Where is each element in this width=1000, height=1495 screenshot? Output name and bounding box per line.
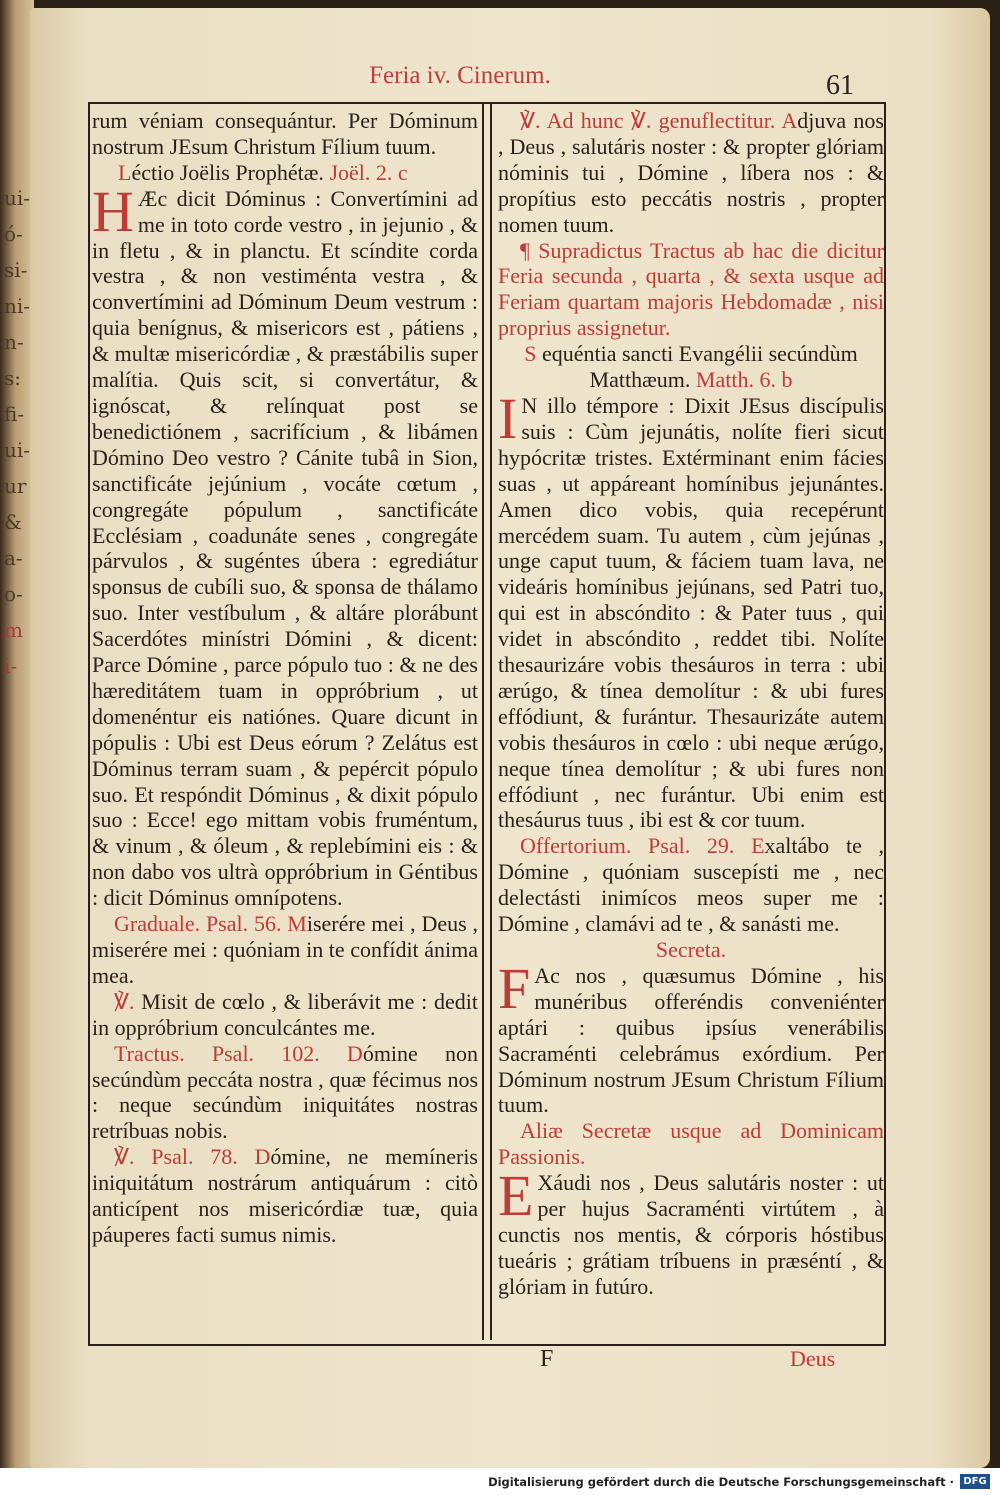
drop-cap: I	[498, 385, 518, 451]
paragraph-text: N illo témpore : Dixit JEsus discípulis suis : Cùm jejunátis, nolíte fieri sicut hypócritæ tristes. Extérminant enim fácies suas , ut appáreant homínibus jejunántes. Amen dico vobis, quia recepérunt mercédem suam. Tu autem , cùm jejúnas , unge caput tuum, & fáciem tuam lava, ne videáris homínibus jejúnans, sed Patri tuo, qui est in abscóndito : & Pater tuus , qui videt in abscóndito , reddet tibi. Nolíte thesaurizáre vobis thesáuros in terra : ubi ærúgo, & tínea demolítur : & ubi fures effódiunt, & furántur. Thesaurizáte autem vobis thesáuros in cœlo : ubi neque ærúgo, neque tínea demolítur ; & ubi fures non effódiunt , nec furántur. Ubi enim est thesáurus tuus , ibi est & cor tuum.	[498, 392, 884, 833]
rubric-reference: Matth. 6. b	[695, 367, 793, 393]
spine-fragment: ui-	[4, 438, 31, 462]
page-number: 61	[826, 70, 854, 101]
paragraph	[498, 108, 884, 238]
catchword: Deus	[790, 1346, 836, 1371]
drop-cap: E	[498, 1163, 534, 1229]
rubric-initial: L	[118, 159, 132, 185]
spine-fragment: m	[4, 618, 23, 642]
rubric-label: ℣. Psal. 78.	[114, 1144, 255, 1170]
paragraph	[498, 341, 884, 393]
spine-fragment: si-	[4, 258, 28, 282]
paragraph	[92, 1144, 478, 1248]
paragraph	[498, 385, 884, 833]
rubric-note: Aliæ Secretæ usque ad Dominicam Passionis.	[498, 1118, 884, 1170]
spine-fragment: ui-	[4, 186, 31, 210]
section-heading: Secreta.	[655, 937, 727, 962]
spine-fragment: ni-	[4, 294, 31, 318]
paragraph	[92, 911, 478, 989]
signature-mark: F	[540, 1346, 554, 1372]
spine-fragment: a-	[4, 546, 23, 570]
rubric-initial: D	[346, 1040, 363, 1066]
paragraph	[498, 955, 884, 1118]
paragraph-text: Misit de cœlo , & liberávit me : dedit in oppróbrium conculcántes me.	[92, 988, 478, 1040]
footer-bar	[0, 1468, 1000, 1495]
rubric-initial: M	[287, 911, 307, 937]
spine-fragment: n-	[4, 330, 24, 354]
drop-cap: H	[92, 178, 134, 244]
paragraph	[498, 833, 884, 937]
spine-fragment: ur	[4, 474, 27, 498]
paragraph	[498, 1163, 884, 1300]
left-column	[92, 108, 478, 1342]
paragraph	[92, 178, 478, 911]
spine-fragment: fi-	[4, 402, 25, 426]
paragraph-text: ómine non secúndùm peccáta nostra , quæ fécimus nos : neque secúndùm iniquitátes nostras retríbuas nobis.	[92, 1040, 478, 1144]
paragraph-text: xaltábo te , Dómine , quóniam suscepísti me , nec delectásti inimícos meos super me : Dómine , clamávi ad te , & sanásti me.	[498, 833, 884, 937]
paragraph	[92, 1041, 478, 1145]
paragraph-text: iserére mei , Deus , miserére mei : quóniam in te confídit ánima mea.	[92, 911, 478, 988]
gospel-heading: equéntia sancti Evangélii secúndùm Matthæum.	[536, 341, 858, 393]
spine-fragment: ó-	[4, 222, 23, 246]
running-head: Feria iv. Cinerum.	[369, 62, 551, 89]
rubric-initial: D	[254, 1144, 271, 1170]
rubric-label: Offertorium. Psal. 29.	[520, 833, 752, 859]
rubric-initial: A	[781, 108, 798, 133]
rubric-initial: E	[751, 833, 765, 859]
paragraph	[92, 989, 478, 1041]
rubric-title: éctio Joëlis Prophétæ.	[131, 159, 330, 185]
rubric-label: ℣. Ad hunc ℣. genuflectitur.	[520, 108, 782, 133]
spine-fragments	[4, 180, 32, 684]
paragraph: rum véniam consequántur. Per Dóminum nostrum JEsum Christum Fílium tuum.	[92, 108, 478, 159]
spine-fragment: &	[4, 510, 22, 534]
rubric-note: ¶ Supradictus Tractus ab hac die dicitur Feria secunda , quarta , & sexta usque ad Feriam quartam majoris Hebdomadæ , nisi proprius assignetur.	[498, 237, 884, 341]
book-spine	[0, 0, 34, 1470]
right-column	[498, 108, 884, 1342]
footer-credit: Digitalisierung gefördert durch die Deutsche Forschungsgemeinschaft ·	[488, 1475, 954, 1489]
paragraph-text: Xáudi nos , Deus salutáris noster : ut per hujus Sacraménti virtútem , à cunctis nos mentis, & córporis hóstibus tueáris ; grátiam tríbuens in præséntí , & glóriam in futúro.	[498, 1170, 884, 1299]
drop-cap: F	[498, 955, 531, 1021]
rubric-label: ℣.	[114, 988, 142, 1014]
column-rule	[482, 104, 484, 1340]
rubric-reference: Joël. 2. c	[329, 159, 408, 185]
rubric-label: Graduale. Psal. 56.	[114, 911, 288, 937]
paragraph-text: Æc dicit Dóminus : Convertímini ad me in toto corde vestro , in jejunio , & in fletu , & in planctu. Et scíndite corda vestra , & non vestiménta vestra , & convertímini ad Dóminum Deum vestrum : quia benígnus, & misericors est , pátiens , & multæ misericórdiæ , & præstábilis super malítia. Quis scit, si convertátur, & ignóscat, & relínquat post se benedictiónem , sacrifícium , & libámen Dómino Deo vestro ? Cánite tubâ in Sion, sanctificáte jejúnium , vocáte cœtum , congregáte pópulum , sanctificáte Ecclésiam , coadunáte senes , congregáte párvulos , & sugéntes úbera : egrediátur sponsus de cubíli suo, & sponsa de thálamo suo. Inter vestíbulum , & altáre plorábunt Sacerdótes minístri Dómini , & dicent: Parce Dómine , parce pópulo tuo : & ne des hæreditátem tuam in oppróbrium , ut domenéntur eis natiónes. Quare dicunt in pópulis : Ubi est Deus eórum ? Zelátus est Dóminus terram suam , & pepércit pópulo suo. Et respóndit Dóminus , & dixit pópulo suo : Ecce! ego mittam vobis fruméntum, & vinum , & óleum , & replebímini eis : & non dabo vos ultrà oppróbrium in Géntibus : dicit Dóminus omnípotens.	[92, 185, 478, 911]
paragraph-text: ómine, ne memíneris iniquitátum nostrárum antiquárum : citò anticípent nos misericórdiæ tuæ, quia páuperes facti sumus nimis.	[92, 1144, 478, 1247]
rubric-label: Tractus. Psal. 102.	[114, 1040, 347, 1066]
dfg-logo-icon: DFG	[960, 1474, 990, 1489]
column-rule	[490, 104, 492, 1340]
paragraph-text: djuva nos , Deus , salutáris noster : & propter glóriam nóminis tui , Dómine , líbera nos : & propítius esto peccátis nostris , propter nomen tuum.	[498, 108, 884, 237]
spine-fragment: o-	[4, 582, 23, 606]
paragraph	[92, 160, 478, 186]
rubric-initial: S	[524, 341, 537, 367]
paragraph-text: Ac nos , quæsumus Dómine , his munéribus offeréndis conveniénter aptári : quibus ipsíus venerábilis Sacraménti celebrámus exórdium. Per Dóminum nostrum JEsum Christum Fílium tuum.	[498, 962, 884, 1118]
spine-fragment: i-	[4, 654, 18, 678]
spine-fragment: s:	[4, 366, 22, 390]
